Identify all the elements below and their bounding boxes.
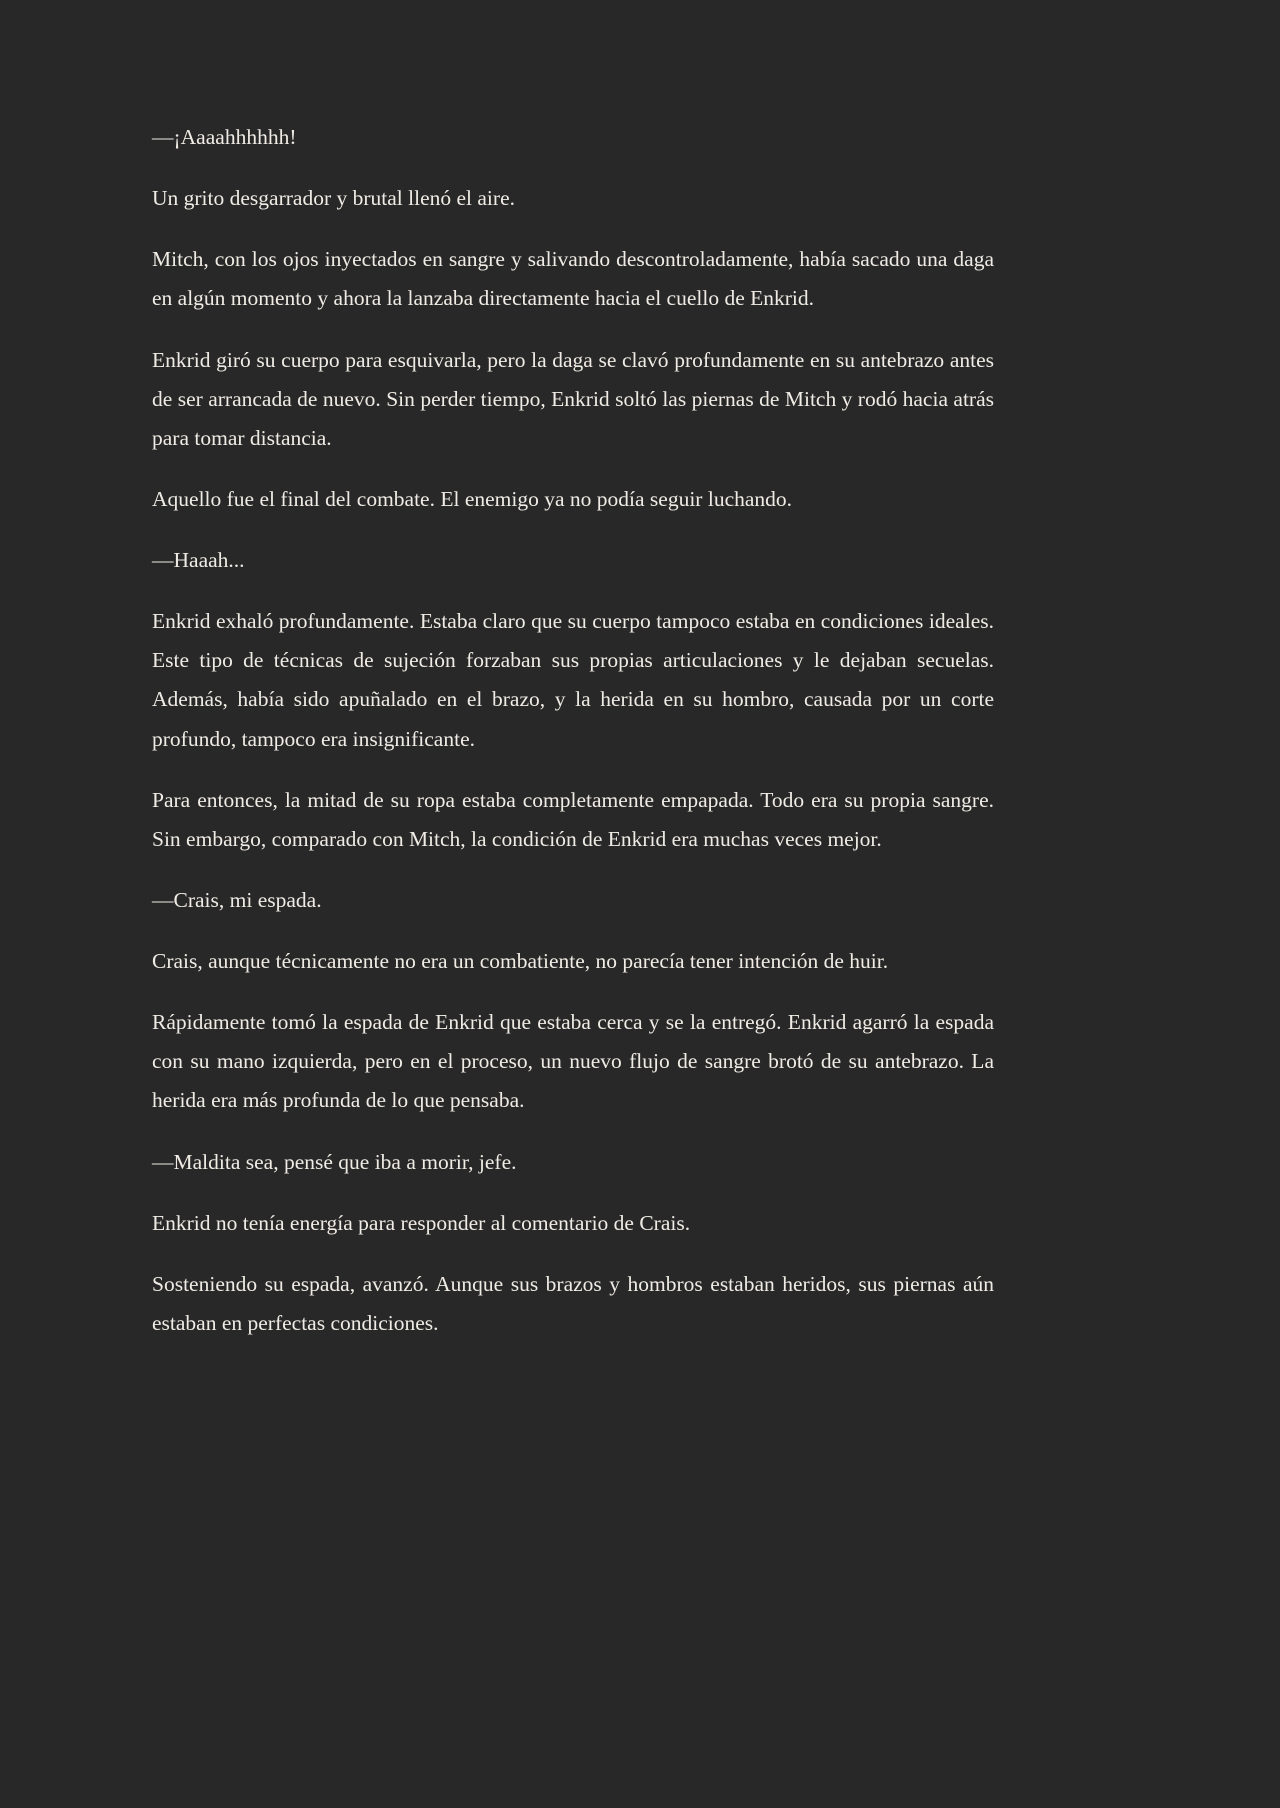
paragraph: —Crais, mi espada. [152,887,322,912]
chapter-text [152,118,994,1343]
paragraph: —Haaah... [152,548,245,572]
paragraph: Sosteniendo su espada, avanzó. Aunque sus brazos y hombros estaban heridos, sus piernas aún estaban en perfectas condiciones. [152,1271,994,1335]
paragraph: Aquello fue el final del combate. El enemigo ya no podía seguir luchando. [152,486,793,511]
paragraph: Un grito desgarrador y brutal llenó el aire. [152,186,515,211]
paragraph: Crais, aunque técnicamente no era un combatiente, no parecía tener intención de huir. [152,949,889,973]
paragraph: Rápidamente tomó la espada de Enkrid que estaba cerca y se la entregó. Enkrid agarró la espada con su mano izquierda, pero en el proceso, un nuevo flujo de sangre brotó de su antebrazo. La herida era más profunda de lo que pensaba. [152,1010,994,1113]
paragraph: —¡Aaaahhhhhh! [152,125,297,149]
paragraph: Enkrid giró su cuerpo para esquivarla, pero la daga se clavó profundamente en su antebrazo antes de ser arrancada de nuevo. Sin perder tiempo, Enkrid soltó las piernas de Mitch y rodó hacia atrás para tomar distancia. [152,347,994,450]
paragraph: Enkrid no tenía energía para responder al comentario de Crais. [152,1210,691,1235]
paragraph: Mitch, con los ojos inyectados en sangre y salivando descontroladamente, había sacado una daga en algún momento y ahora la lanzaba directamente hacia el cuello de Enkrid. [152,247,994,311]
paragraph: —Maldita sea, pensé que iba a morir, jefe. [152,1149,517,1174]
paragraph: Enkrid exhaló profundamente. Estaba claro que su cuerpo tampoco estaba en condiciones ideales. Este tipo de técnicas de sujeción forzaban sus propias articulaciones y le dejaban secuelas. Además, había sido apuñalado en el brazo, y la herida en su hombro, causada por un corte profundo, tampoco era insignificante. [152,609,994,751]
paragraph: Para entonces, la mitad de su ropa estaba completamente empapada. Todo era su propia sangre. Sin embargo, comparado con Mitch, la condición de Enkrid era muchas veces mejor. [152,787,994,851]
